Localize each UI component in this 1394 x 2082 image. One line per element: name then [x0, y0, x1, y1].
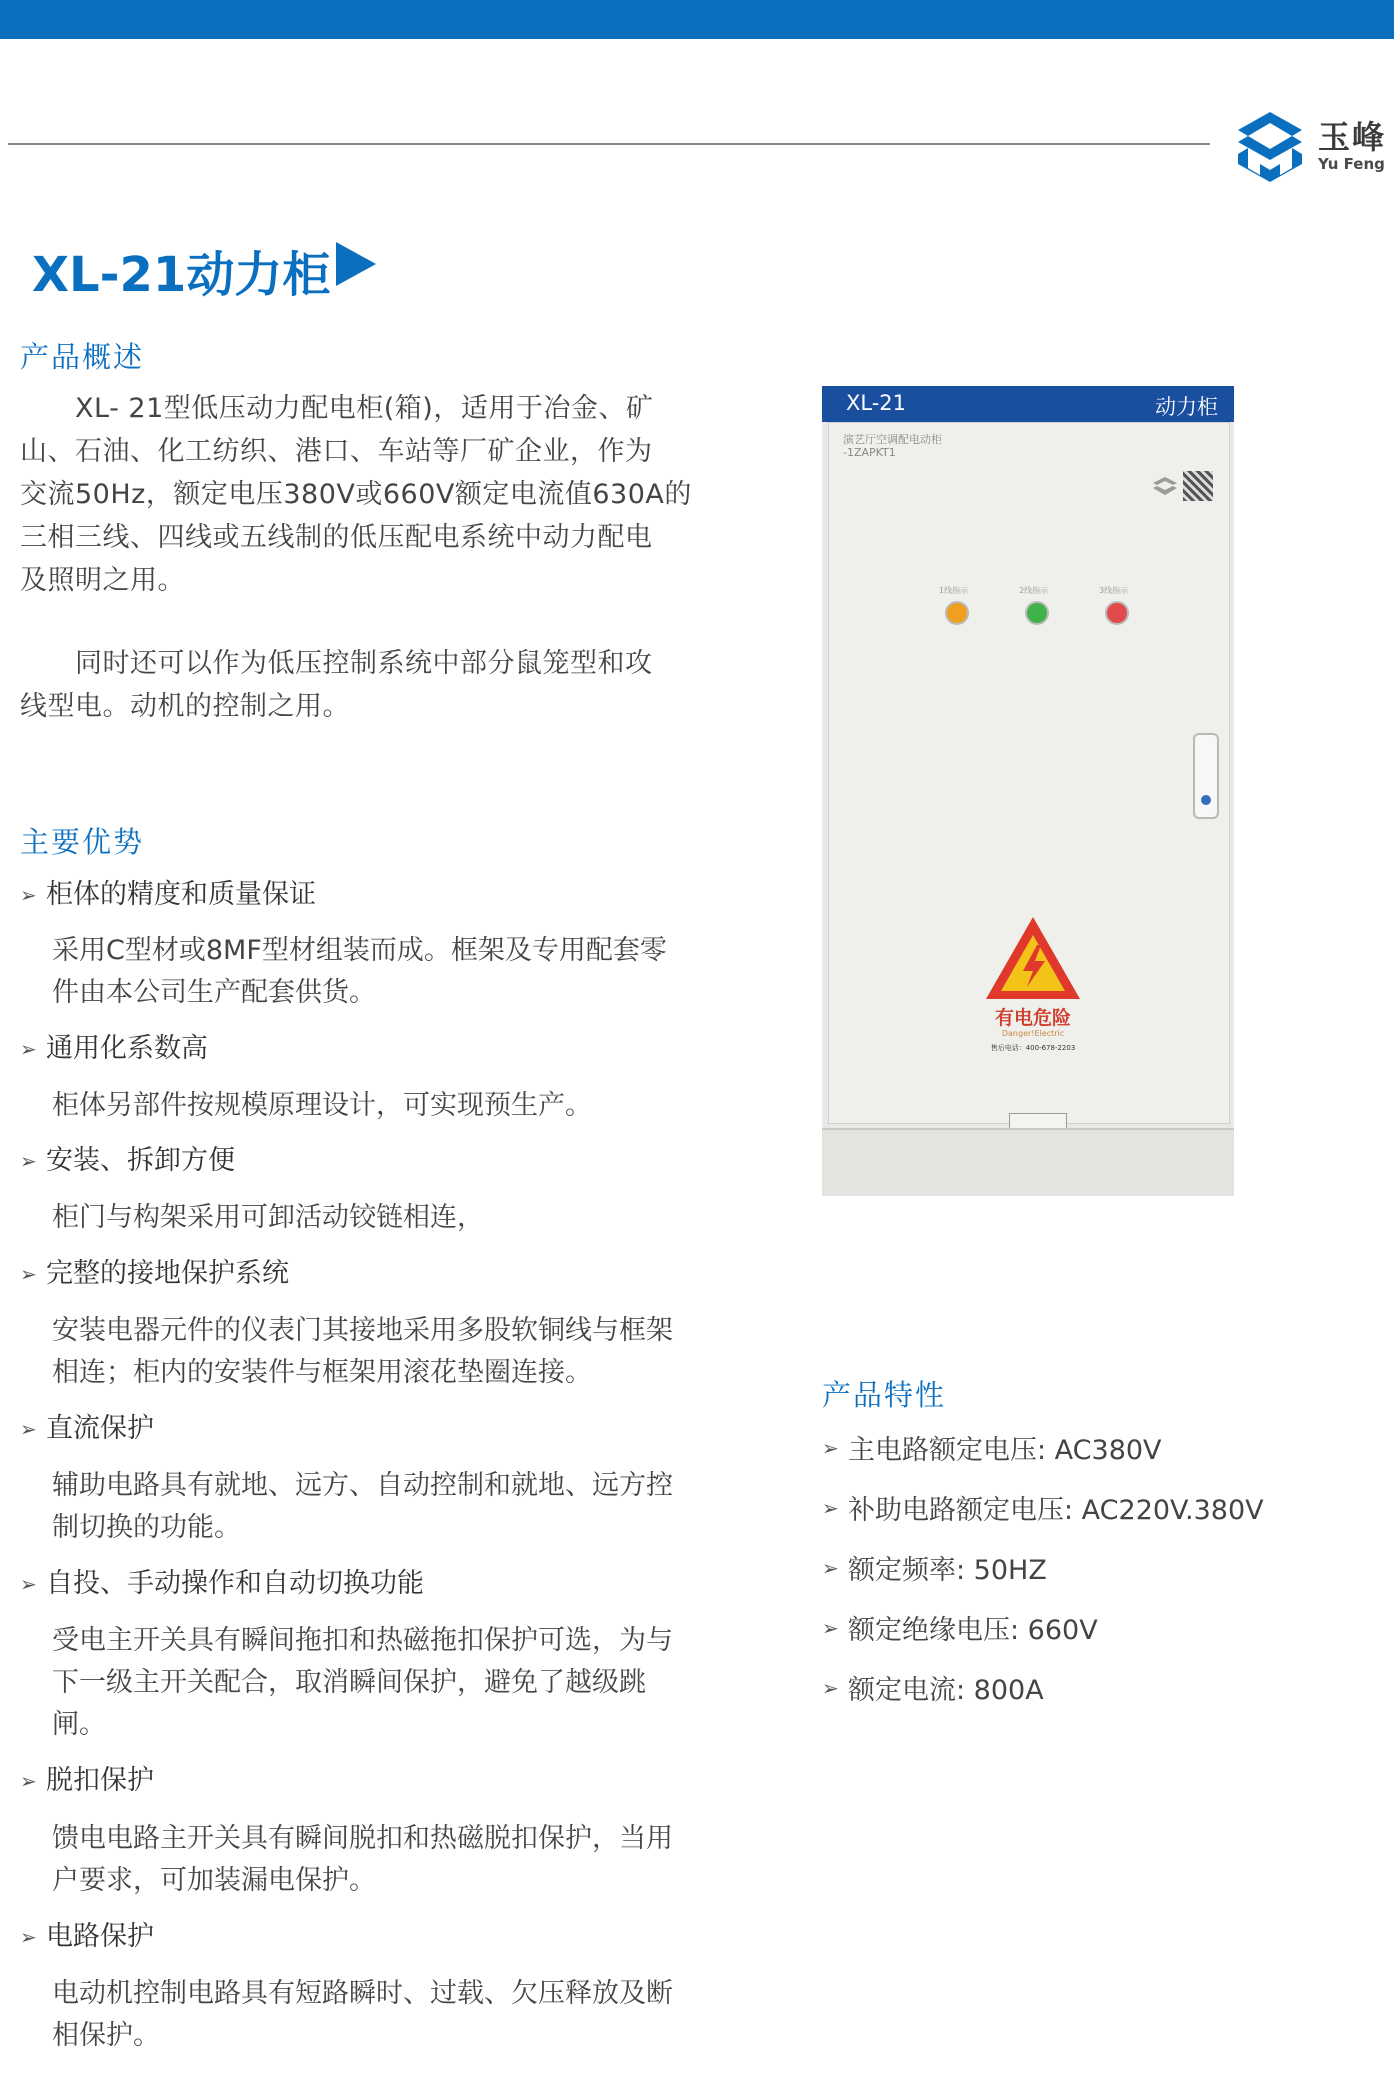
- text-line: 同时还可以作为低压控制系统中部分鼠笼型和攻: [20, 648, 653, 679]
- cabinet-door: [828, 422, 1230, 1124]
- text-line: 相保护。: [52, 2020, 160, 2051]
- lamp-caption: 3线指示: [1099, 586, 1129, 595]
- feature-item: [822, 1488, 1264, 1527]
- chevron-right-icon: ➢: [822, 1555, 839, 1580]
- overview-paragraph-1: [20, 387, 720, 602]
- text-line: 受电主开关具有瞬间拖扣和热磁拖扣保护可选，为与: [52, 1625, 673, 1656]
- advantage-title: 自投、手动操作和自动切换功能: [46, 1568, 424, 1599]
- advantage-item: [20, 1142, 235, 1180]
- brand-mark-icon: [1151, 475, 1179, 497]
- feature-text: 额定绝缘电压: 660V: [848, 1615, 1098, 1646]
- text-line: 线型电。动机的控制之用。: [20, 691, 350, 722]
- advantage-title: 脱扣保护: [46, 1765, 154, 1796]
- features-heading: 产品特性: [822, 1378, 947, 1412]
- advantage-item: [20, 1410, 154, 1448]
- warning-phone: 售后电话：400-678-2203: [990, 1044, 1076, 1052]
- advantage-body: [52, 1197, 702, 1239]
- advantage-body: [52, 1085, 702, 1127]
- advantage-item: [20, 876, 316, 914]
- play-arrow-icon: [336, 242, 376, 286]
- advantage-item: [20, 1918, 154, 1956]
- text-line: 山、石油、化工纺织、港口、车站等厂矿企业，作为: [20, 436, 653, 467]
- chevron-right-icon: ➢: [20, 883, 37, 907]
- feature-item: [822, 1668, 1044, 1707]
- feature-item: [822, 1548, 1047, 1587]
- chevron-right-icon: ➢: [822, 1435, 839, 1460]
- chevron-right-icon: ➢: [822, 1495, 839, 1520]
- text-line: 采用C型材或8MF型材组装而成。框架及专用配套零: [52, 935, 667, 966]
- advantage-item: [20, 1030, 208, 1068]
- text-line: 柜门与构架采用可卸活动铰链相连，: [52, 1202, 484, 1233]
- feature-item: [822, 1608, 1098, 1647]
- text-line: 辅助电路具有就地、远方、自动控制和就地、远方控: [52, 1470, 673, 1501]
- advantage-item: [20, 1762, 154, 1800]
- text-line: 件由本公司生产配套供货。: [52, 977, 376, 1008]
- advantage-item: [20, 1565, 424, 1603]
- cabinet-base: [822, 1128, 1234, 1196]
- cabinet-label: [843, 433, 942, 459]
- advantage-title: 电路保护: [46, 1921, 154, 1952]
- text-line: 演艺厅空调配电动柜: [843, 433, 942, 446]
- text-line: 相连；柜内的安装件与框架用滚花垫圈连接。: [52, 1357, 592, 1388]
- overview-paragraph-2: [20, 642, 720, 728]
- text-line: -1ZAPKT1: [843, 446, 896, 459]
- text-line: 馈电电路主开关具有瞬间脱扣和热磁脱扣保护，当用: [52, 1823, 673, 1854]
- warning-title: 有电危险: [994, 1007, 1071, 1029]
- page-title: XL-21动力柜: [32, 247, 331, 303]
- advantage-body: [52, 1620, 702, 1746]
- advantage-body: [52, 1818, 702, 1902]
- cabinet-model: XL-21: [846, 391, 907, 415]
- qr-code-icon: [1183, 471, 1213, 501]
- advantage-title: 柜体的精度和质量保证: [46, 879, 316, 910]
- chevron-right-icon: ➢: [20, 1572, 37, 1596]
- cabinet-header: [822, 386, 1234, 422]
- chevron-right-icon: ➢: [822, 1615, 839, 1640]
- advantage-body: [52, 1465, 702, 1549]
- advantage-body: [52, 1973, 702, 2057]
- text-line: 户要求，可加装漏电保护。: [52, 1865, 376, 1896]
- chevron-right-icon: ➢: [20, 1925, 37, 1949]
- chevron-right-icon: ➢: [20, 1149, 37, 1173]
- brand-name-en: Yu Feng: [1318, 155, 1385, 173]
- chevron-right-icon: ➢: [20, 1262, 37, 1286]
- advantages-heading: 主要优势: [20, 825, 145, 859]
- text-line: 制切换的功能。: [52, 1512, 241, 1543]
- text-line: XL- 21型低压动力配电柜(箱)，适用于冶金、矿: [20, 393, 654, 424]
- indicator-lamp-green: [1025, 601, 1049, 625]
- advantage-title: 通用化系数高: [46, 1033, 208, 1064]
- cabinet-name: 动力柜: [1155, 395, 1218, 419]
- advantage-title: 完整的接地保护系统: [46, 1258, 289, 1289]
- lamp-caption: 2线指示: [1019, 586, 1049, 595]
- advantage-title: 直流保护: [46, 1413, 154, 1444]
- door-handle: [1193, 733, 1219, 819]
- indicator-lamp-red: [1105, 601, 1129, 625]
- overview-heading: 产品概述: [20, 340, 145, 374]
- feature-text: 主电路额定电压: AC380V: [848, 1435, 1162, 1466]
- lock-icon: [1201, 795, 1211, 805]
- lamp-caption: 1线指示: [939, 586, 969, 595]
- top-color-bar: [0, 0, 1394, 39]
- text-line: 柜体另部件按规模原理设计，可实现预生产。: [52, 1090, 592, 1121]
- text-line: 电动机控制电路具有短路瞬时、过载、欠压释放及断: [52, 1978, 673, 2009]
- text-line: 三相三线、四线或五线制的低压配电系统中动力配电: [20, 522, 653, 553]
- text-line: 安装电器元件的仪表门其接地采用多股软铜线与框架: [52, 1315, 673, 1346]
- text-line: 及照明之用。: [20, 565, 185, 596]
- advantage-body: [52, 1310, 702, 1394]
- advantage-body: [52, 930, 702, 1014]
- chevron-right-icon: ➢: [20, 1417, 37, 1441]
- feature-text: 额定电流: 800A: [848, 1675, 1044, 1706]
- cabinet-photo: [822, 386, 1234, 1196]
- feature-item: [822, 1428, 1162, 1467]
- advantage-title: 安装、拆卸方便: [46, 1145, 235, 1176]
- brand-name-cn: 玉峰: [1318, 118, 1387, 156]
- header-rule: [8, 143, 1210, 145]
- feature-text: 额定频率: 50HZ: [848, 1555, 1047, 1586]
- text-line: 闸。: [52, 1709, 106, 1740]
- high-voltage-warning-icon: [983, 913, 1083, 1003]
- feature-text: 补助电路额定电压: AC220V.380V: [848, 1495, 1264, 1526]
- chevron-right-icon: ➢: [20, 1769, 37, 1793]
- text-line: 交流50Hz，额定电压380V或660V额定电流值630A的: [20, 479, 692, 510]
- advantage-item: [20, 1255, 289, 1293]
- chevron-right-icon: ➢: [20, 1037, 37, 1061]
- text-line: 下一级主开关配合，取消瞬间保护，避免了越级跳: [52, 1667, 646, 1698]
- warning-subtitle: Danger!Electric: [1001, 1029, 1065, 1038]
- chevron-right-icon: ➢: [822, 1675, 839, 1700]
- indicator-lamp-yellow: [945, 601, 969, 625]
